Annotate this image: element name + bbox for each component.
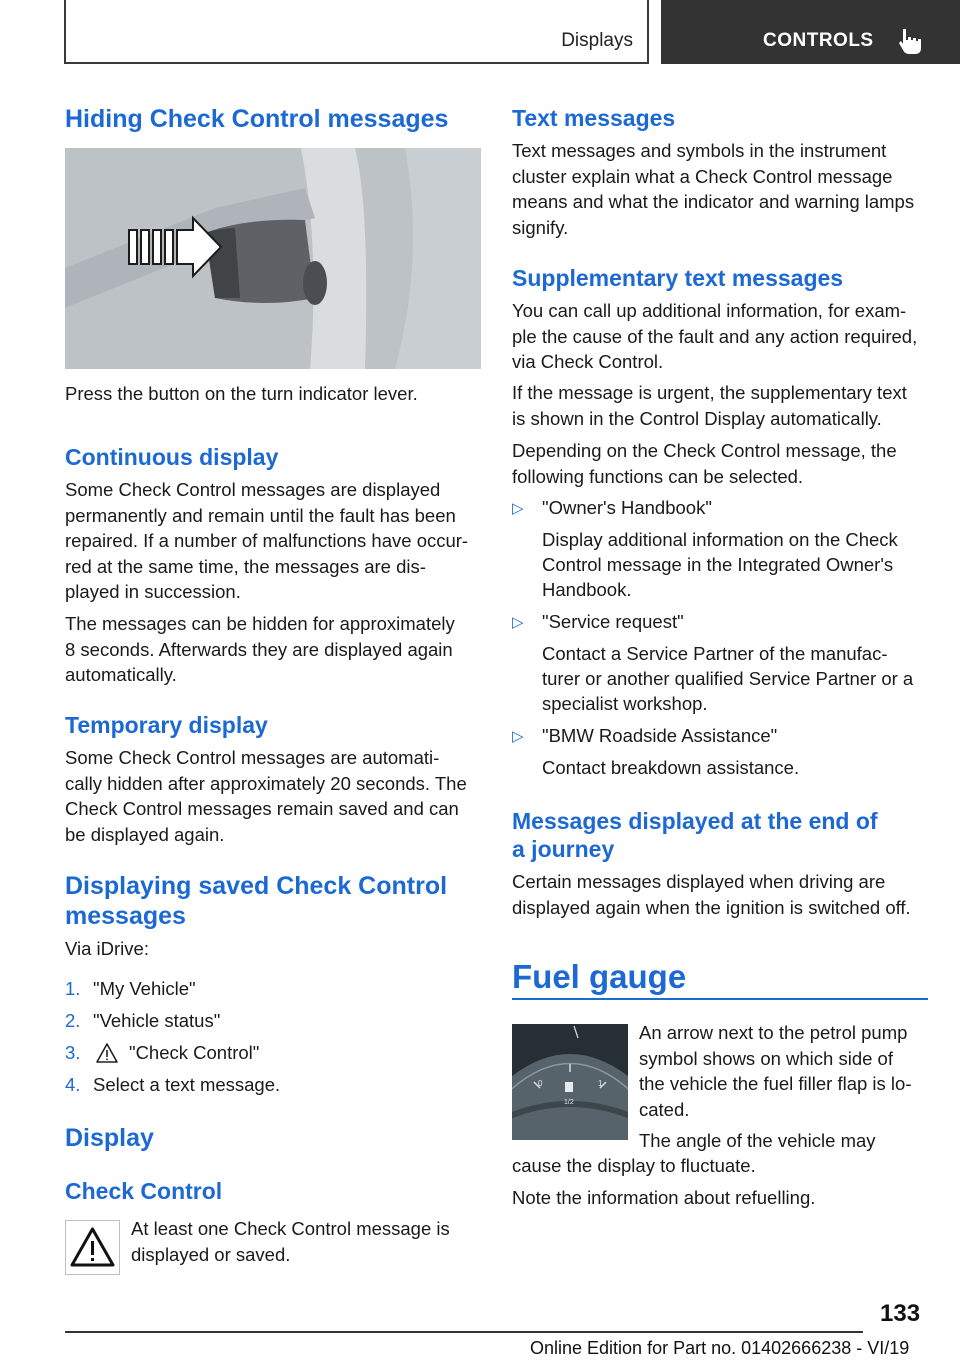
continuous-line: permanently and remain until the fault has been [65, 504, 456, 526]
fuel-side-line: An arrow next to the petrol pump [639, 1022, 908, 1043]
check-control-line: displayed or saved. [131, 1243, 291, 1265]
step-text: Select a text message. [93, 1074, 281, 1095]
bullet-line: Handbook. [542, 579, 632, 600]
gauge-label-empty: 0 [538, 1079, 543, 1088]
step-number: 2. [65, 1010, 81, 1031]
angle-line-1: The angle of the vehicle may [639, 1130, 876, 1151]
heading-end-of-journey: Messages displayed at the end of [512, 808, 878, 834]
temporary-line: Some Check Control messages are automati‐ [65, 747, 440, 768]
heading-temporary-display: Temporary display [65, 712, 268, 738]
hide-line: 8 seconds. Afterwards they are displayed again [65, 638, 453, 660]
step-item [65, 1072, 465, 1098]
bullet-title: "BMW Roadside Assistance" [542, 725, 778, 746]
step-text: "My Vehicle" [93, 978, 196, 999]
turn-indicator-lever-image [65, 148, 481, 369]
continuous-line: played in succession. [65, 581, 241, 602]
via-idrive: Via iDrive: [65, 938, 149, 959]
temporary-line: cally hidden after approximately 20 seconds. The [65, 772, 467, 794]
supp-line: You can call up additional information, for exam‐ [512, 300, 907, 321]
hide-line: automatically. [65, 664, 177, 685]
footer-edition: Online Edition for Part no. 01402666238 - VI/19 [530, 1338, 910, 1358]
fuel-gauge-image [512, 1024, 628, 1140]
gauge-label-full: 1 [598, 1079, 603, 1088]
heading-fuel-gauge: Fuel gauge [512, 958, 687, 995]
bullet-line: turer or another qualified Service Partner or a [542, 668, 914, 689]
heading-hiding-check-control: Hiding Check Control messages [65, 105, 449, 133]
bullet-item [512, 609, 932, 719]
bullet-item [512, 495, 932, 605]
supp-line: ple the cause of the fault and any action required, [512, 325, 918, 347]
header-section-title: Displays [561, 30, 633, 51]
header-chapter-title: CONTROLS [763, 30, 874, 51]
continuous-line: red at the same time, the messages are dis‐ [65, 555, 426, 577]
footer-rule [65, 1331, 863, 1333]
temporary-line: be displayed again. [65, 823, 225, 845]
step-text: "Check Control" [129, 1042, 260, 1063]
step-number: 3. [65, 1042, 81, 1063]
fuel-side-line: symbol shows on which side of [639, 1047, 893, 1069]
fuel-side-line: cated. [639, 1098, 690, 1120]
step-number: 4. [65, 1074, 81, 1095]
supp-line: via Check Control. [512, 351, 664, 372]
heading-end-of-journey-2: a journey [512, 836, 615, 862]
fuel-heading-rule [512, 998, 928, 1000]
lever-caption: Press the button on the turn indicator lever. [65, 383, 418, 404]
fuel-gauge-illustration [512, 1024, 628, 1140]
end-journey-line: displayed again when the ignition is switched off. [512, 896, 911, 918]
bullet-triangle-icon: ▷ [512, 728, 524, 745]
text-messages-line: signify. [512, 216, 569, 238]
continuous-line: Some Check Control messages are displayed [65, 479, 441, 500]
urgent-line: is shown in the Control Display automatically. [512, 407, 882, 429]
warning-triangle-icon [66, 1221, 119, 1274]
bullet-line: Display additional information on the Check [542, 529, 898, 550]
end-journey-line: Certain messages displayed when driving are [512, 871, 886, 892]
gauge-label-half: 1/2 [564, 1099, 574, 1106]
bullet-triangle-icon: ▷ [512, 614, 524, 631]
heading-check-control: Check Control [65, 1178, 223, 1204]
refuelling-note: Note the information about refuelling. [512, 1187, 816, 1208]
header-section-box [64, 0, 649, 64]
bullet-line: Contact a Service Partner of the manufac‐ [542, 643, 888, 664]
bullet-line: specialist workshop. [542, 693, 708, 714]
heading-displaying-saved: Displaying saved Check Control [65, 872, 448, 900]
text-messages-line: cluster explain what a Check Control message [512, 165, 893, 187]
angle-line-2: cause the display to fluctuate. [512, 1155, 756, 1176]
bullet-item [512, 723, 932, 783]
step-text: "Vehicle status" [93, 1010, 221, 1031]
warning-triangle-icon [95, 1042, 119, 1064]
step-item [65, 1008, 465, 1034]
step-item [65, 1040, 465, 1066]
heading-display: Display [65, 1124, 154, 1152]
depending-line: Depending on the Check Control message, the [512, 440, 897, 461]
urgent-line: If the message is urgent, the supplementary text [512, 382, 907, 403]
step-item [65, 976, 465, 1002]
text-messages-line: means and what the indicator and warning lamps [512, 191, 915, 212]
check-control-symbol [65, 1220, 120, 1275]
bullet-line: Control message in the Integrated Owner's [542, 554, 894, 575]
heading-displaying-saved-2: messages [65, 902, 186, 930]
pointing-hand-icon [895, 26, 925, 56]
heading-continuous-display: Continuous display [65, 444, 279, 470]
lever-illustration [65, 148, 481, 369]
bullet-triangle-icon: ▷ [512, 500, 524, 517]
heading-text-messages: Text messages [512, 105, 676, 131]
hide-line: The messages can be hidden for approximately [65, 613, 455, 634]
fuel-side-line: the vehicle the fuel filler flap is lo‐ [639, 1073, 912, 1094]
heading-supplementary: Supplementary text messages [512, 265, 844, 291]
check-control-line: At least one Check Control message is [131, 1218, 450, 1239]
step-number: 1. [65, 978, 81, 999]
temporary-line: Check Control messages remain saved and can [65, 798, 459, 819]
bullet-line: Contact breakdown assistance. [542, 757, 800, 778]
depending-line: following functions can be selected. [512, 465, 804, 487]
bullet-title: "Service request" [542, 611, 684, 632]
bullet-title: "Owner's Handbook" [542, 497, 712, 518]
header-chapter-tab [661, 0, 960, 64]
continuous-line: repaired. If a number of malfunctions have occur‐ [65, 530, 469, 551]
text-messages-line: Text messages and symbols in the instrument [512, 140, 887, 161]
page-number: 133 [880, 1300, 921, 1327]
